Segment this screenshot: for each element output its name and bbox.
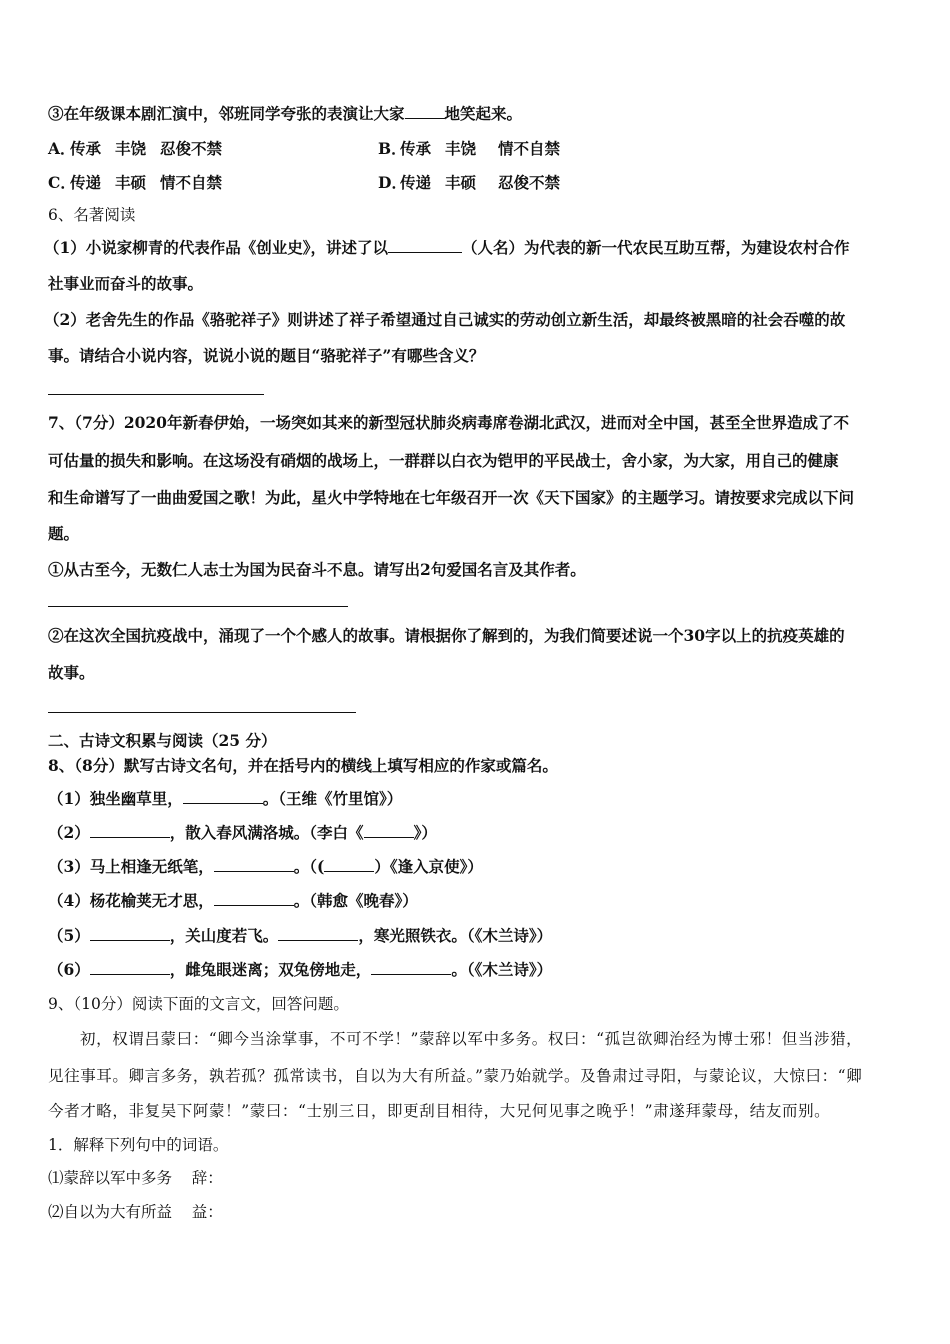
q8-text: 。（( xyxy=(293,857,325,876)
q9-text-line1: 初，权谓吕蒙曰：“卿今当涂掌事，不可不学！”蒙辞以军中多务。权曰：“孤岂欲卿治经为博士邪！但当涉猎， xyxy=(80,1030,863,1048)
q8-text: ）《逢入京使》） xyxy=(374,857,483,876)
q8-text: 》） xyxy=(413,823,437,842)
q7-line1: 7、（7分）2020年新春伊始，一场突如其来的新型冠状肺炎病毒席卷湖北武汉，进而对全中国，甚至全世界造成了不 xyxy=(48,413,849,432)
answer-blank[interactable] xyxy=(388,238,462,253)
q8-text: 。（《木兰诗》） xyxy=(451,960,553,979)
option-word: 丰饶 xyxy=(115,139,147,158)
option-letter: D． xyxy=(378,173,407,192)
answer-blank[interactable] xyxy=(364,823,414,838)
q6-part1-line2: 社事业而奋斗的故事。 xyxy=(48,274,204,293)
q9-text-line3: 今者才略，非复吴下阿蒙！”蒙曰：“士别三日，即更刮目相待，大兄何见事之晚乎！”肃遂拜蒙母，结友而别。 xyxy=(48,1102,831,1120)
answer-blank[interactable] xyxy=(90,960,170,975)
q8-item5 xyxy=(48,926,552,946)
answer-blank[interactable] xyxy=(90,823,170,838)
option-d[interactable] xyxy=(378,171,574,193)
q8-text: （4）杨花榆荚无才思， xyxy=(48,891,214,910)
answer-blank[interactable] xyxy=(214,857,294,872)
q8-text: 。（王维《竹里馆》） xyxy=(262,789,403,808)
q8-text: （6） xyxy=(48,960,90,979)
q8-text: （1）独坐幽草里， xyxy=(48,789,183,808)
q8-item2 xyxy=(48,823,437,843)
answer-blank[interactable] xyxy=(371,960,451,975)
q9-sub1-item2: ⑵自以为大有所益 益： xyxy=(48,1203,223,1221)
answer-blank[interactable] xyxy=(324,857,374,872)
q8-item6 xyxy=(48,960,552,980)
q6-part1-line1 xyxy=(44,238,850,258)
q9-text-line2: 见往事耳。卿言多务，孰若孤？孤常读书，自以为大有所益。”蒙乃始就学。及鲁肃过寻阳，与蒙论议，大惊曰：“卿 xyxy=(48,1067,863,1085)
option-word: 传承 xyxy=(70,139,102,158)
option-a[interactable] xyxy=(48,137,236,159)
answer-blank[interactable] xyxy=(183,789,263,804)
answer-blank[interactable] xyxy=(278,926,358,941)
q6-title: 6、名著阅读 xyxy=(48,206,136,224)
q5-item3-before: ③在年级课本剧汇演中，邻班同学夸张的表演让大家 xyxy=(48,104,405,123)
option-word: 传递 xyxy=(400,173,432,192)
q5-item3 xyxy=(48,104,522,124)
q8-text: ，关山度若飞。 xyxy=(169,926,279,945)
q7-line2: 可估量的损失和影响。在这场没有硝烟的战场上，一群群以白衣为铠甲的平民战士，舍小家，为大家，用自己的健康 xyxy=(48,451,839,470)
answer-line[interactable] xyxy=(48,606,348,607)
q7-sub2-line2: 故事。 xyxy=(48,663,95,682)
q8-title: 8、（8分）默写古诗文名句，并在括号内的横线上填写相应的作家或篇名。 xyxy=(48,756,558,775)
option-word: 忍俊不禁 xyxy=(160,139,223,158)
q6-p1-text: （人名）为代表的新一代农民互助互帮，为建设农村合作 xyxy=(462,238,850,257)
q7-line3: 和生命谱写了一曲曲爱国之歌！为此，星火中学特地在七年级召开一次《天下国家》的主题学习。请按要求完成以下问 xyxy=(48,488,855,507)
q8-text: （3）马上相逢无纸笔， xyxy=(48,857,214,876)
q8-item1 xyxy=(48,789,402,809)
q5-item3-after: 地笑起来。 xyxy=(444,104,523,123)
option-word: 传承 xyxy=(400,139,432,158)
q7-line4: 题。 xyxy=(48,524,80,543)
option-word: 情不自禁 xyxy=(160,173,223,192)
answer-blank[interactable] xyxy=(405,104,445,119)
answer-line[interactable] xyxy=(48,394,264,395)
option-letter: C． xyxy=(48,173,76,192)
q9-title: 9、（10分）阅读下面的文言文，回答问题。 xyxy=(48,995,349,1013)
answer-blank[interactable] xyxy=(90,926,170,941)
q8-text: （2） xyxy=(48,823,90,842)
option-word: 丰硕 xyxy=(445,173,477,192)
option-word: 丰硕 xyxy=(115,173,147,192)
q8-text: （5） xyxy=(48,926,90,945)
answer-line[interactable] xyxy=(48,712,356,713)
q8-text: ，雌兔眼迷离；双兔傍地走， xyxy=(169,960,372,979)
q8-item4 xyxy=(48,891,418,911)
option-letter: A． xyxy=(48,139,76,158)
q9-sub1-item1: ⑴蒙辞以军中多务 辞： xyxy=(48,1169,223,1187)
option-b[interactable] xyxy=(378,137,574,159)
q8-text: ，散入春风满洛城。（李白《 xyxy=(169,823,364,842)
option-word: 情不自禁 xyxy=(498,139,561,158)
q8-item3 xyxy=(48,857,483,877)
section-heading: 二、古诗文积累与阅读（25 分） xyxy=(48,731,277,750)
q9-sub1-title: 1．解释下列句中的词语。 xyxy=(48,1136,229,1154)
option-letter: B． xyxy=(378,139,407,158)
option-word: 忍俊不禁 xyxy=(498,173,561,192)
q6-p1-text: （1）小说家柳青的代表作品《创业史》，讲述了以 xyxy=(44,238,389,257)
q6-part2-line2: 事。请结合小说内容，说说小说的题目“骆驼祥子”有哪些含义？ xyxy=(48,346,485,365)
answer-blank[interactable] xyxy=(214,891,294,906)
q8-text: 。（韩愈《晚春》） xyxy=(293,891,418,910)
q8-text: ，寒光照铁衣。（《木兰诗》） xyxy=(358,926,553,945)
q7-sub2-line1: ②在这次全国抗疫战中，涌现了一个个感人的故事。请根据你了解到的，为我们简要述说一个30字以上的抗疫英雄的 xyxy=(48,626,845,645)
option-word: 丰饶 xyxy=(445,139,477,158)
q7-sub1: ①从古至今，无数仁人志士为国为民奋斗不息。请写出2句爱国名言及其作者。 xyxy=(48,560,586,579)
option-word: 传递 xyxy=(70,173,102,192)
q6-part2-line1: （2）老舍先生的作品《骆驼祥子》则讲述了祥子希望通过自己诚实的劳动创立新生活，却最终被黑暗的社会吞噬的故 xyxy=(44,310,846,329)
option-c[interactable] xyxy=(48,171,236,193)
